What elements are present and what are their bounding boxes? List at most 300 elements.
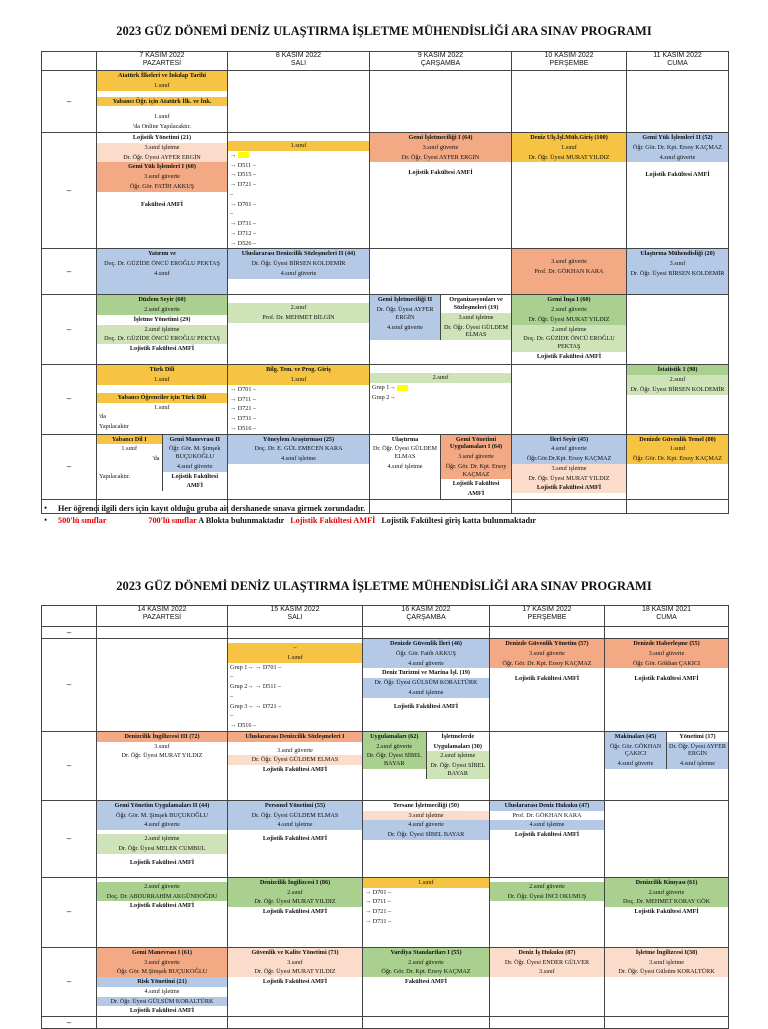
exam-title: Yönetimi (17)	[679, 732, 716, 740]
exam-cell	[512, 133, 627, 249]
exam-class: 2.sınıf güverte	[97, 882, 227, 892]
exam-instructor: Dr. Öğr. Üyesi ENDER GÜLVER	[490, 958, 604, 968]
exam-instructor: Öğr. Gör. Dr. Kpt. Ersoy KAÇMAZ	[490, 659, 604, 669]
exam-cell	[97, 249, 228, 295]
exam-title: Tersane İşletmeciliği (50)	[392, 801, 460, 809]
exam-title: İşletme İngilizcesi I(38)	[605, 948, 728, 958]
exam-class: 4.sınıf güverte	[363, 820, 489, 830]
exam-cell	[228, 639, 363, 732]
bullet-icon: •	[44, 503, 48, 513]
exam-instructor: Öğr. Gör. Dr. Kpt. Ersoy KAÇMAZ	[441, 462, 511, 480]
room-list: –	[230, 712, 234, 720]
exam-cell	[627, 365, 729, 434]
exam-instructor: Dr. Öğr. Üyesi SİBEL BAYAR	[427, 761, 490, 779]
time-slot: –	[42, 639, 97, 732]
day-header: 17 KASIM 2022 PERŞEMBE	[490, 606, 605, 627]
room-list: → D516 –	[230, 722, 257, 729]
exam-class: 3.sınıf güverte	[441, 452, 511, 462]
exam-class: 3.sınıf işletme	[363, 811, 489, 821]
exam-instructor: Dr. Öğr. Üyesi GÜLDEM ELMAS	[372, 445, 438, 460]
exam-title: Denizcilik İngilizcesi III (72)	[97, 732, 227, 742]
exam-instructor: Prof. Dr. GÖKHAN KARA	[512, 811, 582, 819]
exam-cell	[370, 133, 512, 249]
exam-title: Uygulamaları (30)	[433, 742, 482, 750]
time-slot: –	[42, 731, 97, 800]
exam-cell	[228, 800, 363, 877]
exam-instructor: Doç. Dr. GÜZİDE ÖNCÜ EROĞLU PEKTAŞ	[512, 334, 626, 352]
exam-class: 2.sınıf güverte	[363, 958, 489, 968]
exam-class: 2.sınıf işletme	[427, 751, 490, 761]
exam-instructor: Dr. Öğr. Üyesi MURAT YILDIZ	[512, 153, 626, 163]
exam-class: 1.sınıf	[627, 444, 728, 454]
exam-class: 4.sınıf güverte	[163, 462, 228, 472]
exam-cell	[627, 295, 729, 365]
exam-room: Lojistik Fakültesi AMFİ	[129, 858, 195, 866]
exam-title: Denizde Güvenlik Yönetim (57)	[490, 639, 604, 649]
exam-title: İleri Seyir (45)	[512, 435, 626, 445]
exam-instructor: Dr. Öğr. Üyesi Gülsüm KORALTÜRK	[605, 967, 728, 977]
exam-instructor: Dr. Öğr. Üyesi MURAT YILDIZ	[512, 474, 626, 484]
exam-class: 3.sınıf	[669, 260, 686, 267]
exam-instructor: Dr. Öğr. Üyesi AYFER ERGİN	[376, 306, 434, 321]
exam-note: 'da	[152, 455, 160, 462]
exam-title: Türk Dili	[97, 365, 227, 375]
exam-cell	[512, 249, 627, 295]
exam-class: 3.sınıf	[490, 967, 604, 977]
exam-cell	[370, 434, 512, 499]
time-slot: –	[42, 365, 97, 434]
exam-instructor: Dr. Öğr. Üyesi MURAT YILDIZ	[121, 752, 203, 760]
spacer	[627, 162, 728, 170]
exam-instructor: Öğr. Gör. Dr. Kpt. Ersoy KAÇMAZ	[363, 967, 489, 977]
exam-room: Lojistik Fakültesi AMFİ	[129, 345, 195, 352]
exam-title: Gemi İnşa I (60)	[512, 295, 626, 305]
exam-title: Gemi İşletmeciliği I (64)	[370, 133, 511, 143]
exam-cell	[97, 639, 228, 732]
exam-title: İşletme Yönetimi (29)	[133, 315, 191, 323]
empty-cell	[228, 627, 363, 639]
exam-cell	[370, 295, 512, 365]
room-list: → D712 –	[230, 229, 257, 237]
exam-title: Yatırım ve	[148, 250, 176, 258]
exam-instructor: Dr. Öğr. Üyesi AYFER ERGİN	[669, 742, 727, 758]
room-list: → D701 –	[365, 888, 392, 896]
week2-title: 2023 GÜZ DÖNEMİ DENİZ ULAŞTIRMA İŞLETME MÜHENDİSLİĞİ ARA SINAV PROGRAMI	[116, 579, 652, 593]
exam-class: 2.sınıf güverte	[363, 742, 426, 752]
exam-cell	[97, 434, 228, 499]
exam-instructor: Öğr. Gör. Dr. Kpt. Ersoy KAÇMAZ	[627, 143, 728, 153]
exam-class: 4.sınıf güverte	[512, 444, 626, 454]
exam-instructor: Öğr. Gör. M.Şimşek BUÇUKOĞLU	[97, 967, 227, 977]
exam-instructor: Dr. Öğr. Üyesi MURAT YILDIZ	[228, 967, 362, 977]
day-header: 8 KASIM 2022 SALI	[228, 52, 370, 71]
exam-title: Uluslararası Deniz Hukuku (47)	[490, 801, 604, 811]
exam-cell	[97, 731, 228, 800]
exam-cell	[370, 249, 512, 295]
exam-cell	[97, 877, 228, 947]
exam-instructor: Dr. Öğr. Üyesi MURAT YILDIZ	[228, 897, 362, 907]
exam-instructor: Doç. Dr. MEHMET KORAY GÖK	[605, 897, 728, 907]
exam-room: Lojistik Fakültesi	[171, 472, 219, 480]
exam-cell	[605, 639, 729, 732]
exam-cell	[228, 947, 363, 1016]
exam-title: Uygulamaları (62)	[363, 732, 426, 742]
exam-cell	[97, 295, 228, 365]
room-list: → D721 –	[365, 908, 392, 915]
exam-title: İstatistik 1 (98)	[627, 365, 728, 375]
exam-class: 3.sınıf güverte	[277, 746, 313, 754]
exam-title: Organizasyonları ve Sözleşmeleri (19)	[449, 296, 503, 311]
exam-cell	[363, 877, 490, 947]
exam-room: Lojistik Fakültesi AMFİ	[536, 352, 602, 360]
exam-room: AMFİ	[186, 482, 203, 490]
exam-class: 3.sınıf güverte	[605, 649, 728, 659]
exam-cell	[228, 365, 370, 434]
exam-instructor: Öğr. Gör. M. Şimşek BUÇUKOĞLU	[97, 811, 227, 821]
room-list: Grup 1→	[370, 383, 511, 393]
exam-title: Güvenlik ve Kalite Yönetimi (73)	[228, 948, 362, 958]
exam-cell	[490, 877, 605, 947]
exam-class: 3.sınıf güverte	[370, 143, 511, 153]
time-slot: –	[42, 947, 97, 1016]
exam-instructor: Öğr. Gör. GÖKHAN ÇAKICI	[609, 742, 662, 758]
exam-cell	[490, 639, 605, 732]
empty-cell	[490, 627, 605, 639]
day-header: 9 KASIM 2022 ÇARŞAMBA	[370, 52, 512, 71]
exam-room: Lojistik Fakültesi AMFİ	[262, 835, 328, 842]
exam-cell	[490, 800, 605, 877]
exam-instructor: Dr. Öğr. Üyesi SİBEL BAYAR	[363, 830, 489, 840]
exam-instructor: Öğr. Gör. Gökhan ÇAKICI	[605, 659, 728, 669]
day-header: 15 KASIM 2022 SALI	[228, 606, 363, 627]
exam-instructor: Doç. Dr. ABDURRAHİM AKGÜNDOĞDU	[97, 892, 227, 902]
room-list: → D731 –	[230, 415, 257, 422]
empty-cell	[97, 627, 228, 639]
exam-class: 3.sınıf işletme	[512, 464, 626, 474]
exam-title: Atatürk İlkeleri ve İnkılap Tarihi	[97, 71, 227, 81]
exam-title: Vardiya Standartları I (55)	[363, 948, 489, 958]
exam-instructor: Dr. Öğr. Üyesi GÜLDEM ELMAS	[441, 323, 511, 341]
exam-class: 2.sınıf güverte	[97, 305, 227, 315]
exam-cell	[228, 71, 370, 133]
exam-class: 3.sınıf güverte	[551, 258, 587, 266]
exam-class: 3.sınıf güverte	[97, 172, 227, 182]
exam-class: 1.sınıf	[154, 403, 170, 411]
exam-class: 4.sınıf işletme	[490, 820, 604, 830]
exam-class: 4.sınıf işletme	[667, 759, 728, 769]
exam-instructor: Doç. Dr. GÜZİDE ÖNCÜ EROĞLU PEKTAŞ	[97, 334, 227, 344]
exam-cell	[627, 71, 729, 133]
exam-cell	[97, 947, 228, 1016]
exam-cell	[370, 71, 512, 133]
exam-instructor: Dr. Öğr. Üyesi BİRSEN KOLDEMİR	[627, 385, 728, 395]
room-list: Grup 3→ → D721 –	[230, 702, 282, 710]
exam-room: AMFİ	[467, 490, 485, 497]
week1-title: 2023 GÜZ DÖNEMİ DENİZ ULAŞTIRMA İŞLETME MÜHENDİSLİĞİ ARA SINAV PROGRAMI	[116, 24, 652, 38]
exam-room: Lojistik Fakültesi AMFİ	[514, 675, 580, 683]
exam-class: 4.sınıf işletme	[363, 688, 489, 698]
exam-title: –	[228, 643, 362, 653]
empty-cell	[512, 499, 627, 513]
room-list: → D516 –	[230, 424, 257, 432]
exam-class: 3.sınıf güverte	[490, 649, 604, 659]
spacer	[97, 192, 227, 200]
exam-instructor: Dr. Öğr. Üyesi AYFER ERGİN	[97, 153, 227, 163]
exam-title: Ulaştırma Mühendisliği (20)	[640, 250, 715, 258]
exam-title: Bilg. Tem. ve Prog. Giriş	[228, 365, 369, 375]
exam-class: 4.sınıf güverte	[627, 153, 728, 163]
room-list: → D511 –	[230, 161, 256, 169]
exam-title: Yöneylem Araştırması (25)	[228, 435, 369, 445]
day-header: 7 KASIM 2022 PAZARTESİ	[97, 52, 228, 71]
exam-class: 4.sınıf işletme	[228, 454, 369, 464]
exam-room: Lojistik Fakültesi AMFİ	[512, 483, 626, 493]
exam-room: Lojistik Fakültesi AMFİ	[262, 908, 328, 915]
exam-cell	[512, 71, 627, 133]
exam-room: Lojistik Fakültesi AMFİ	[514, 831, 580, 838]
exam-room: Lojistik Fakültesi AMFİ	[262, 766, 328, 773]
exam-instructor: Doç. Dr. E. GÜL EMECEN KARA	[228, 444, 369, 454]
empty-cell	[228, 1017, 363, 1029]
exam-class: 4.sınıf	[154, 269, 170, 277]
time-slot: –	[42, 627, 97, 639]
exam-class: 3.sınıf	[228, 958, 362, 968]
exam-class: 2.sınıf işletme	[97, 325, 227, 335]
exam-cell	[228, 434, 370, 499]
exam-cell	[97, 71, 228, 133]
exam-class: 2.sınıf	[627, 375, 728, 385]
time-header	[42, 606, 97, 627]
exam-instructor: Öğr. Gör. M. Şimşek BUÇUKOĞLU	[163, 444, 228, 462]
exam-title: Deniz Turizmi ve Marina İşl. (19)	[382, 669, 470, 677]
exam-class: 2.sınıf güverte	[605, 888, 728, 898]
exam-title: Gemi Yük İşlemleri II (52)	[627, 133, 728, 143]
exam-instructor: Dr. Öğr. Üyesi AYFER ERGİN	[370, 153, 511, 163]
exam-class: 1.sınıf	[97, 81, 227, 91]
exam-class: 1.sınıf	[97, 375, 227, 385]
exam-class: 3.sınıf	[154, 742, 170, 750]
exam-instructor: Dr. Öğr. Üyesi GÜLDEM ELMAS	[228, 755, 362, 765]
exam-title: Makinaları (45)	[614, 732, 657, 740]
exam-title: Lojistik Yönetimi (21)	[132, 134, 192, 141]
exam-cell	[228, 877, 363, 947]
exam-instructor: Dr. Öğr. Üyesi GÜLDEM ELMAS	[228, 811, 362, 821]
exam-class: 3.sınıf işletme	[605, 958, 728, 968]
exam-class: 3.sınıf işletme	[441, 313, 511, 323]
exam-title: Personel Yönetimi (55)	[228, 801, 362, 811]
exam-title: Denizcilik Kimyası (61)	[605, 878, 728, 888]
exam-class: 1.sınıf	[363, 878, 489, 888]
exam-cell	[363, 800, 490, 877]
exam-cell	[97, 133, 228, 249]
empty-cell	[605, 1017, 729, 1029]
exam-title: Ulaştırma	[391, 435, 419, 443]
exam-class: 4.sınıf güverte	[387, 323, 423, 331]
week1-schedule-table	[41, 51, 729, 514]
exam-cell	[512, 365, 627, 434]
exam-class: 4.sınıf güverte	[228, 269, 369, 279]
exam-room: Lojistik Fakültesi AMFİ	[129, 902, 195, 910]
day-header: 11 KASIM 2022 CUMA	[627, 52, 729, 71]
note-line-2: 500'lü sınıflar 700'lü sınıflar A Blokta bulunmaktadır Lojistik Fakültesi AMFİ Lojistik Fakültesi giriş katta bulunmaktadır	[58, 516, 536, 525]
exam-cell	[627, 434, 729, 499]
exam-cell	[228, 295, 370, 365]
exam-cell	[97, 365, 228, 434]
room-list: → D711 –	[230, 395, 256, 403]
exam-title: Uluslararası Denizcilik Sözleşmeleri I	[228, 732, 362, 742]
empty-cell	[363, 1017, 490, 1029]
exam-class: 2.sınıf güverte	[512, 305, 626, 315]
exam-instructor: Öğr.Gör.Dr.Kpt. Ersoy KAÇMAZ	[512, 454, 626, 464]
exam-instructor: Dr. Öğr. Üyesi BİRSEN KOLDEMİR	[630, 269, 725, 277]
exam-room: Lojistik Fakültesi AMFİ	[408, 169, 473, 177]
empty-cell	[627, 499, 729, 513]
exam-instructor: Dr. Öğr. Üyesi SİBEL BAYAR	[363, 751, 426, 769]
exam-instructor: Dr. Öğr. Üyesi GÜLSÜM KORALTÜRK	[363, 678, 489, 688]
time-slot: –	[42, 434, 97, 499]
exam-title: Deniz İş Hukuku (87)	[490, 948, 604, 958]
bullet-icon: •	[44, 515, 48, 525]
exam-title: Yabancı Öğr. için Atatürk İlk. ve İnk.	[97, 97, 227, 107]
note-line-1: Her öğrenci ilgili ders için kayıt olduğu gruba ait dershanede sınava girmek zorundadır.	[58, 504, 366, 513]
exam-title: Yabancı Öğrenciler için Türk Dili	[97, 393, 227, 403]
exam-instructor: Öğr. Gör. FATİH AKKUŞ	[97, 182, 227, 192]
spacer	[97, 385, 227, 393]
room-list: –	[230, 210, 234, 218]
day-header: 14 KASIM 2022 PAZARTESİ	[97, 606, 228, 627]
time-slot: –	[42, 71, 97, 133]
time-slot: –	[42, 800, 97, 877]
exam-room: Lojistik Fakültesi AMFİ	[645, 171, 710, 179]
exam-room: Lojistik Fakültesi	[452, 480, 500, 488]
exam-title: Denizde Haberleşme (55)	[605, 639, 728, 649]
exam-class: 2.sınıf	[370, 373, 511, 383]
exam-title: Denizcilik İngilizcesi I (86)	[228, 878, 362, 888]
exam-class: 1.sınıf	[512, 143, 626, 153]
exam-class: 2.sınıf işletme	[97, 834, 227, 844]
exam-title: Uluslararası Denizcilik Sözleşmeleri II (44)	[228, 249, 369, 259]
week2-schedule-table	[41, 605, 729, 1029]
exam-cell	[370, 365, 512, 434]
exam-class: 2.sınıf	[228, 303, 369, 313]
exam-room: Fakültesi AMFİ	[404, 978, 448, 985]
exam-class: 3.sınıf güverte	[97, 958, 227, 968]
exam-room: Lojistik Fakültesi AMFİ	[129, 1007, 195, 1015]
exam-class: 4.sınıf işletme	[228, 820, 362, 830]
exam-cell	[490, 731, 605, 800]
exam-title: Gemi Yönetimi Uygulamaları I (64)	[441, 435, 511, 453]
exam-class: 1.sınıf	[228, 375, 369, 385]
exam-instructor: Dr. Öğr. Üyesi GÜLSÜM KORALTÜRK	[97, 997, 227, 1007]
exam-class: 2.sınıf	[228, 888, 362, 898]
exam-instructor: Dr. Öğr. Üyesi İNCİ OKUMUŞ	[490, 892, 604, 902]
exam-class: 4.sınıf işletme	[144, 987, 180, 995]
exam-cell	[627, 133, 729, 249]
exam-class: 4.sınıf işletme	[387, 462, 423, 470]
empty-cell	[97, 1017, 228, 1029]
exam-title: Düzlem Seyir (60)	[97, 295, 227, 305]
room-list: → D526 –	[230, 239, 257, 247]
time-slot: –	[42, 249, 97, 295]
room-list: → D731 –	[230, 220, 257, 227]
exam-cell	[363, 731, 490, 800]
exam-cell	[605, 947, 729, 1016]
exam-cell	[490, 947, 605, 1016]
exam-cell	[512, 295, 627, 365]
empty-cell	[363, 627, 490, 639]
room-list: →	[228, 151, 369, 161]
exam-instructor: Dr. Öğr. Üyesi MELEK CUMBUL	[97, 844, 227, 854]
room-list: → D701 –	[230, 200, 257, 208]
exam-room: Lojistik Fakültesi AMFİ	[634, 675, 699, 683]
exam-instructor: Dr. Öğr. Üyesi BİRSEN KOLDEMİR	[228, 259, 369, 269]
exam-class: 1.sınıf	[228, 141, 369, 151]
room-list: → D721 –	[230, 181, 257, 188]
exam-room: Lojistik Fakültesi AMFİ	[393, 702, 459, 710]
exam-room: Lojistik Fakültesi AMFİ	[634, 908, 699, 915]
exam-cell	[363, 947, 490, 1016]
room-list: → D731 –	[365, 917, 392, 925]
exam-cell	[228, 731, 363, 800]
exam-cell	[512, 434, 627, 499]
empty-cell	[490, 1017, 605, 1029]
exam-class: 1.sınıf	[121, 445, 138, 453]
room-list: –	[230, 190, 234, 198]
exam-note: Yapılacaktır.	[99, 472, 131, 480]
exam-class: 4.sınıf güverte	[617, 760, 654, 767]
room-list: –	[230, 692, 234, 700]
exam-title: Denizde Güvenlik İleri (46)	[363, 639, 489, 649]
exam-class: 3.sınıf işletme	[97, 143, 227, 153]
exam-class: 4.sınıf güverte	[363, 659, 489, 669]
exam-cell	[605, 800, 729, 877]
exam-note: Yapılacaktır	[99, 423, 129, 430]
exam-title: Gemi Manevrası II	[163, 435, 228, 445]
exam-title: Gemi Yönetim Uygulamaları II (44)	[97, 801, 227, 811]
exam-cell	[605, 877, 729, 947]
exam-room: Fakültesi AMFİ	[140, 200, 184, 208]
day-header: 10 KASIM 2022 PERŞEMBE	[512, 52, 627, 71]
day-header: 18 KASIM 2021 CUMA	[605, 606, 729, 627]
day-header: 16 KASIM 2022 ÇARŞAMBA	[363, 606, 490, 627]
exam-instructor: Öğr. Gör. Fatih AKKUŞ	[363, 649, 489, 659]
room-list: → D515 –	[230, 171, 257, 179]
room-list: –	[230, 673, 234, 681]
exam-title: Deniz Ulş.İşl.Müh.Giriş (100)	[512, 133, 626, 143]
exam-class: 2.sınıf işletme	[512, 325, 626, 335]
exam-note: 'da	[99, 413, 106, 421]
exam-class: 1.sınıf	[154, 113, 170, 121]
exam-instructor: Prof. Dr. GÖKHAN KARA	[534, 268, 604, 275]
exam-instructor: Dr. Öğr. Üyesi MURAT YILDIZ	[512, 315, 626, 325]
exam-title: Gemi Manevrası I (61)	[97, 948, 227, 958]
exam-title: Gemi Yük İşlemleri I (60)	[97, 162, 227, 172]
exam-instructor: Öğr. Gör. Dr. Kpt. Ersoy KAÇMAZ	[627, 454, 728, 464]
exam-instructor: Prof. Dr. MEHMET BİLGİN	[228, 313, 369, 323]
room-list: → D701 –	[230, 385, 257, 393]
empty-cell	[605, 627, 729, 639]
exam-class: 2.sınıf güverte	[490, 882, 604, 892]
time-slot: –	[42, 295, 97, 365]
exam-cell	[97, 800, 228, 877]
exam-title: Denizde Güvenlik Temel (80)	[627, 435, 728, 445]
time-slot: –	[42, 133, 97, 249]
exam-cell	[605, 731, 729, 800]
time-header	[42, 52, 97, 71]
exam-title: Yabancı Dil I	[97, 435, 162, 445]
exam-class: 4.sınıf güverte	[97, 820, 227, 830]
exam-cell	[228, 249, 370, 295]
